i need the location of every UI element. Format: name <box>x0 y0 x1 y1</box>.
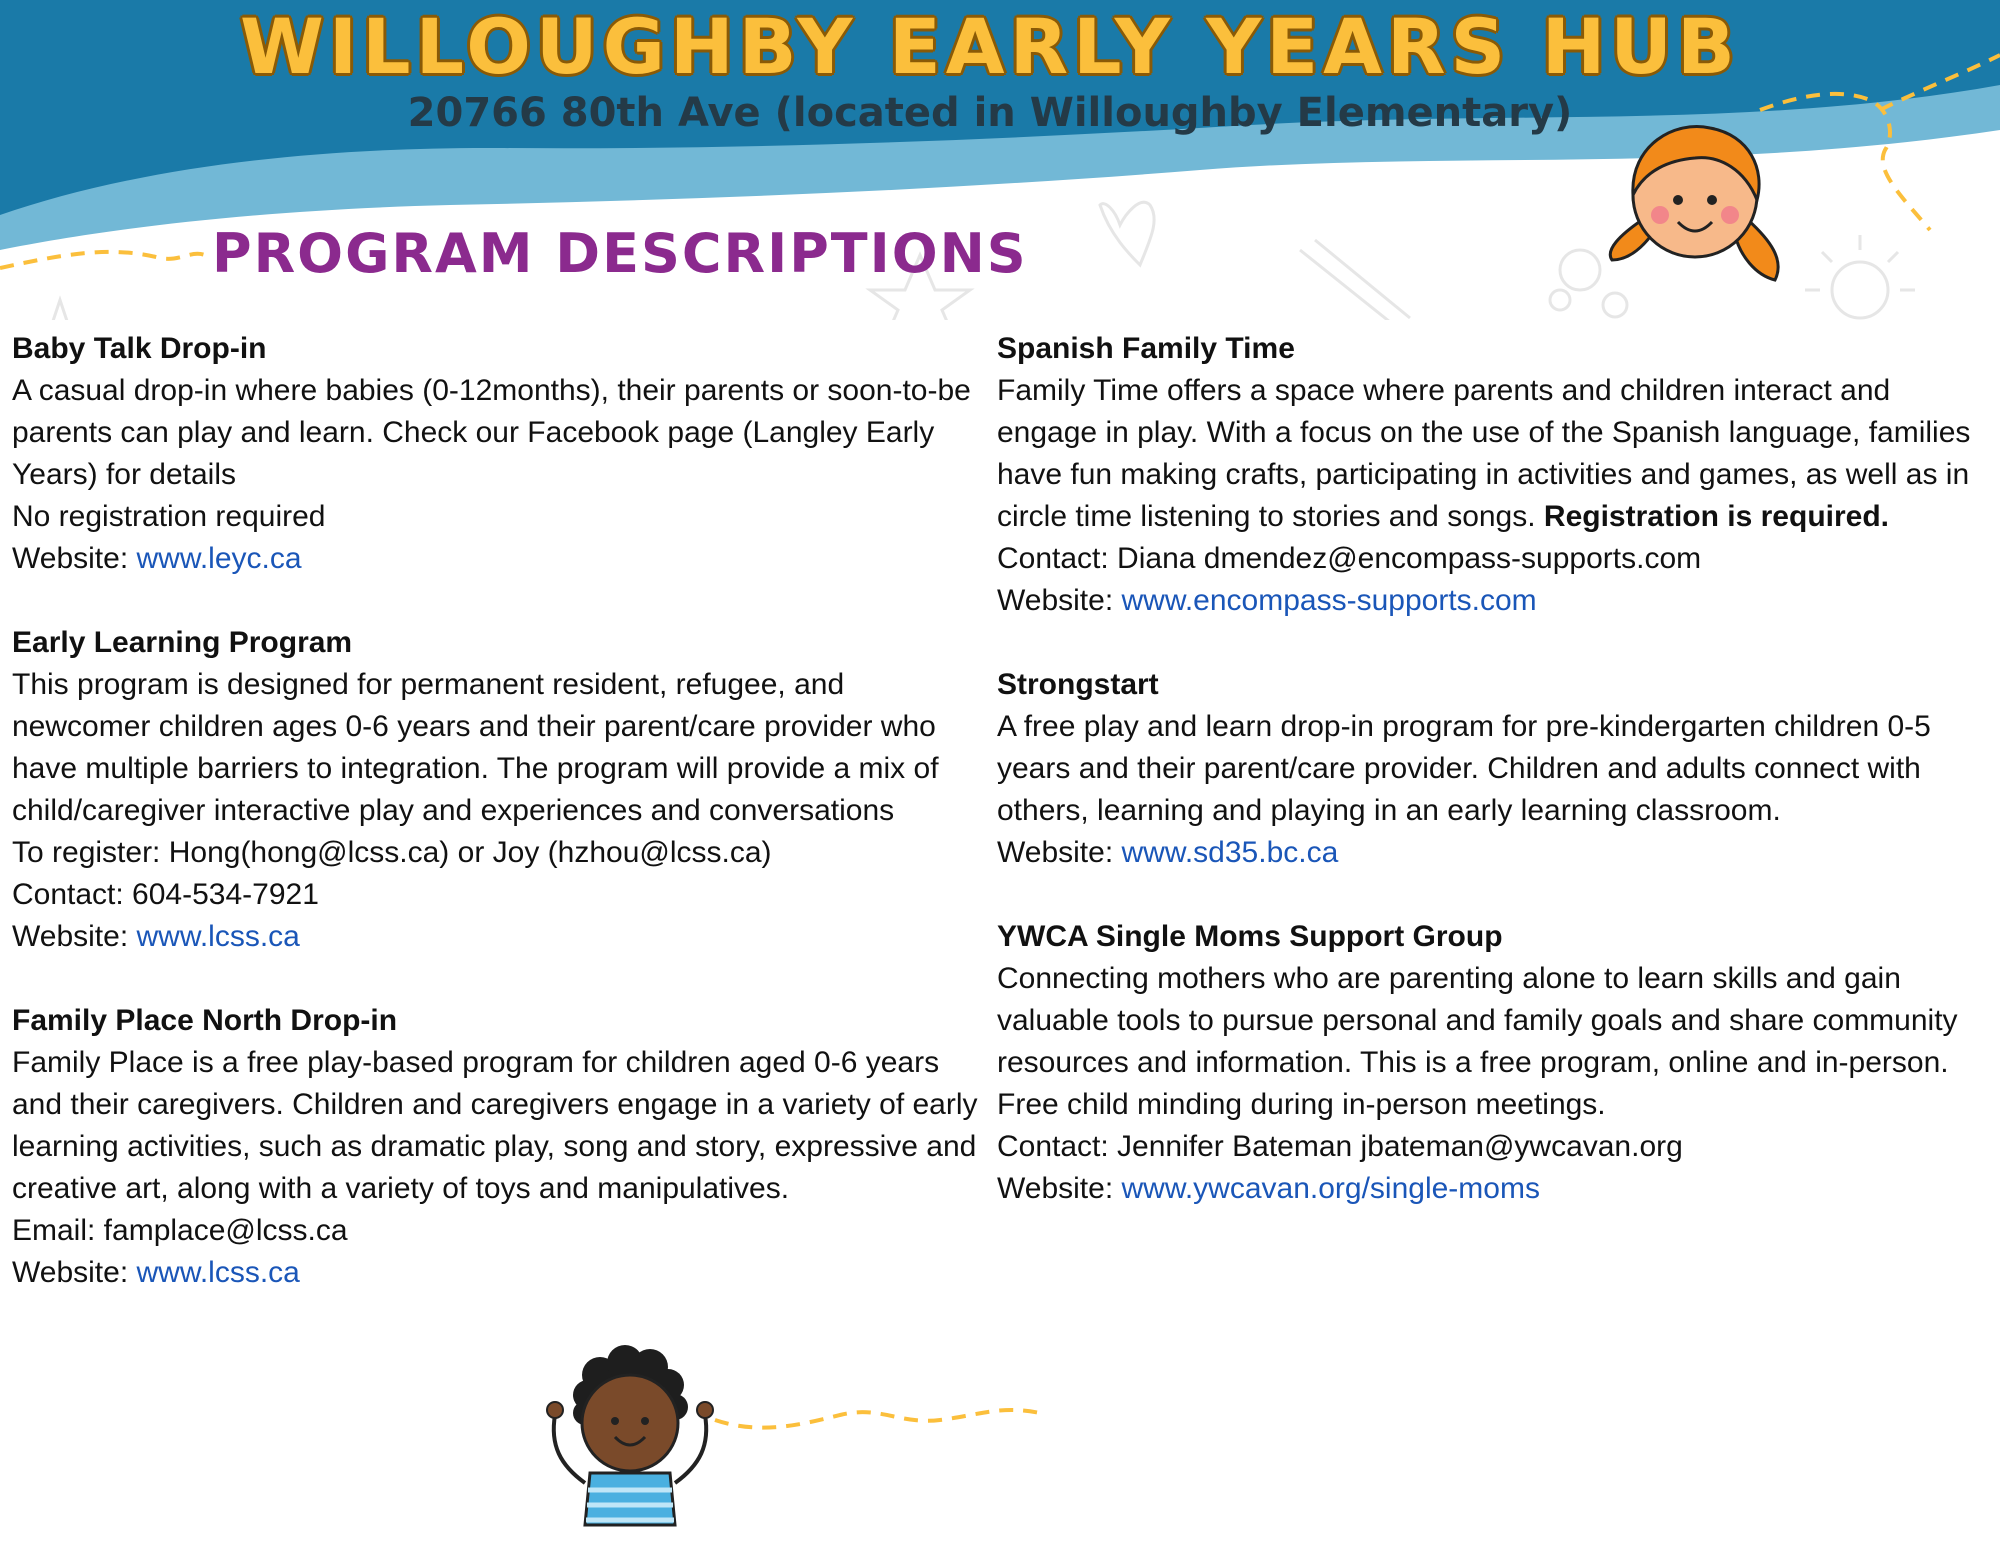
website-link[interactable]: www.encompass-supports.com <box>1121 584 1537 617</box>
program-text: resources and information. This is a free program, online and in-person. <box>997 1046 1949 1079</box>
program-text: To register: Hong(hong@lcss.ca) or Joy (hzhou@lcss.ca) <box>12 836 772 869</box>
contact-line: Contact: Diana dmendez@encompass-supports.com <box>997 542 1702 575</box>
program-text: parents can play and learn. Check our Facebook page (Langley Early <box>12 416 935 449</box>
website-line <box>12 916 992 958</box>
website-label: Website: <box>997 836 1122 869</box>
website-link[interactable]: www.lcss.ca <box>136 920 300 953</box>
program-strongstart <box>997 664 1997 874</box>
program-title: Spanish Family Time <box>997 332 1295 365</box>
website-label: Website: <box>12 1256 137 1289</box>
program-text: learning activities, such as dramatic play, song and story, expressive and <box>12 1130 977 1163</box>
program-text: child/caregiver interactive play and experiences and conversations <box>12 794 895 827</box>
website-label: Website: <box>12 542 137 575</box>
program-title: Baby Talk Drop-in <box>12 332 267 365</box>
website-line <box>997 580 1997 622</box>
left-column <box>12 328 992 1336</box>
program-title: Family Place North Drop-in <box>12 1004 398 1037</box>
program-text: Contact: Jennifer Bateman jbateman@ywcavan.org <box>997 1130 1683 1163</box>
website-label: Website: <box>997 584 1122 617</box>
program-text: circle time listening to stories and songs. <box>997 500 1544 533</box>
boy-hand-left <box>547 1402 563 1418</box>
program-text: have fun making crafts, participating in activities and games, as well as in <box>997 458 1970 491</box>
program-title: Strongstart <box>997 668 1159 701</box>
boy-shirt <box>585 1473 675 1525</box>
program-early-learning <box>12 622 992 958</box>
website-line <box>12 1252 992 1294</box>
girl-eye-left <box>1673 195 1683 205</box>
program-text-last <box>997 496 1997 538</box>
program-text: Family Place is a free play-based program for children aged 0-6 years <box>12 1046 940 1079</box>
boy-eye-right <box>641 1417 649 1425</box>
website-line <box>997 1168 1997 1210</box>
right-column <box>997 328 1997 1252</box>
program-title: YWCA Single Moms Support Group <box>997 920 1503 953</box>
program-family-place <box>12 1000 992 1294</box>
program-text: A free play and learn drop-in program for pre-kindergarten children 0-5 <box>997 710 1931 743</box>
program-text: others, learning and playing in an early learning classroom. <box>997 794 1781 827</box>
girl-eye-right <box>1707 195 1717 205</box>
website-line <box>997 832 1997 874</box>
program-text: Contact: 604-534-7921 <box>12 878 319 911</box>
program-text: Email: famplace@lcss.ca <box>12 1214 348 1247</box>
website-line <box>12 538 992 580</box>
boy-face <box>582 1375 678 1471</box>
program-text: valuable tools to pursue personal and family goals and share community <box>997 1004 1958 1037</box>
website-link[interactable]: www.ywcavan.org/single-moms <box>1121 1172 1540 1205</box>
program-text: A casual drop-in where babies (0-12months), their parents or soon-to-be <box>12 374 971 407</box>
website-link[interactable]: www.lcss.ca <box>136 1256 300 1289</box>
boy-eye-left <box>611 1417 619 1425</box>
program-title: Early Learning Program <box>12 626 353 659</box>
girl-cheek-left <box>1651 206 1669 224</box>
boy-arm-right <box>675 1415 706 1483</box>
program-text: No registration required <box>12 500 326 533</box>
program-baby-talk <box>12 328 992 580</box>
website-label: Website: <box>997 1172 1122 1205</box>
boy-arm-left <box>554 1415 585 1483</box>
hub-title: WILLOUGHBY EARLY YEARS HUB <box>240 2 1740 91</box>
program-text: Family Time offers a space where parents and children interact and <box>997 374 1891 407</box>
program-ywca-single-moms <box>997 916 1997 1210</box>
section-heading: PROGRAM DESCRIPTIONS <box>212 222 1028 285</box>
website-label: Website: <box>12 920 137 953</box>
program-text: Years) for details <box>12 458 237 491</box>
program-text: and their caregivers. Children and caregivers engage in a variety of early <box>12 1088 978 1121</box>
boy-illustration <box>540 1325 1100 1530</box>
program-text: newcomer children ages 0-6 years and their parent/care provider who <box>12 710 936 743</box>
program-text: Connecting mothers who are parenting alone to learn skills and gain <box>997 962 1901 995</box>
hub-address: 20766 80th Ave (located in Willoughby Elementary) <box>407 90 1573 136</box>
dashed-swirl-left <box>0 252 205 268</box>
program-text: Free child minding during in-person meetings. <box>997 1088 1606 1121</box>
girl-cheek-right <box>1721 206 1739 224</box>
program-spanish-family-time <box>997 328 1997 622</box>
program-text: creative art, along with a variety of toys and manipulatives. <box>12 1172 790 1205</box>
boy-hand-right <box>697 1402 713 1418</box>
program-text: years and their parent/care provider. Children and adults connect with <box>997 752 1921 785</box>
program-text: engage in play. With a focus on the use of the Spanish language, families <box>997 416 1971 449</box>
program-text: This program is designed for permanent resident, refugee, and <box>12 668 845 701</box>
dashed-swirl-bottom <box>715 1410 1040 1428</box>
website-link[interactable]: www.sd35.bc.ca <box>1121 836 1339 869</box>
program-text: have multiple barriers to integration. The program will provide a mix of <box>12 752 939 785</box>
girl-illustration <box>1600 110 1790 300</box>
website-link[interactable]: www.leyc.ca <box>136 542 302 575</box>
registration-required: Registration is required. <box>1543 500 1889 533</box>
